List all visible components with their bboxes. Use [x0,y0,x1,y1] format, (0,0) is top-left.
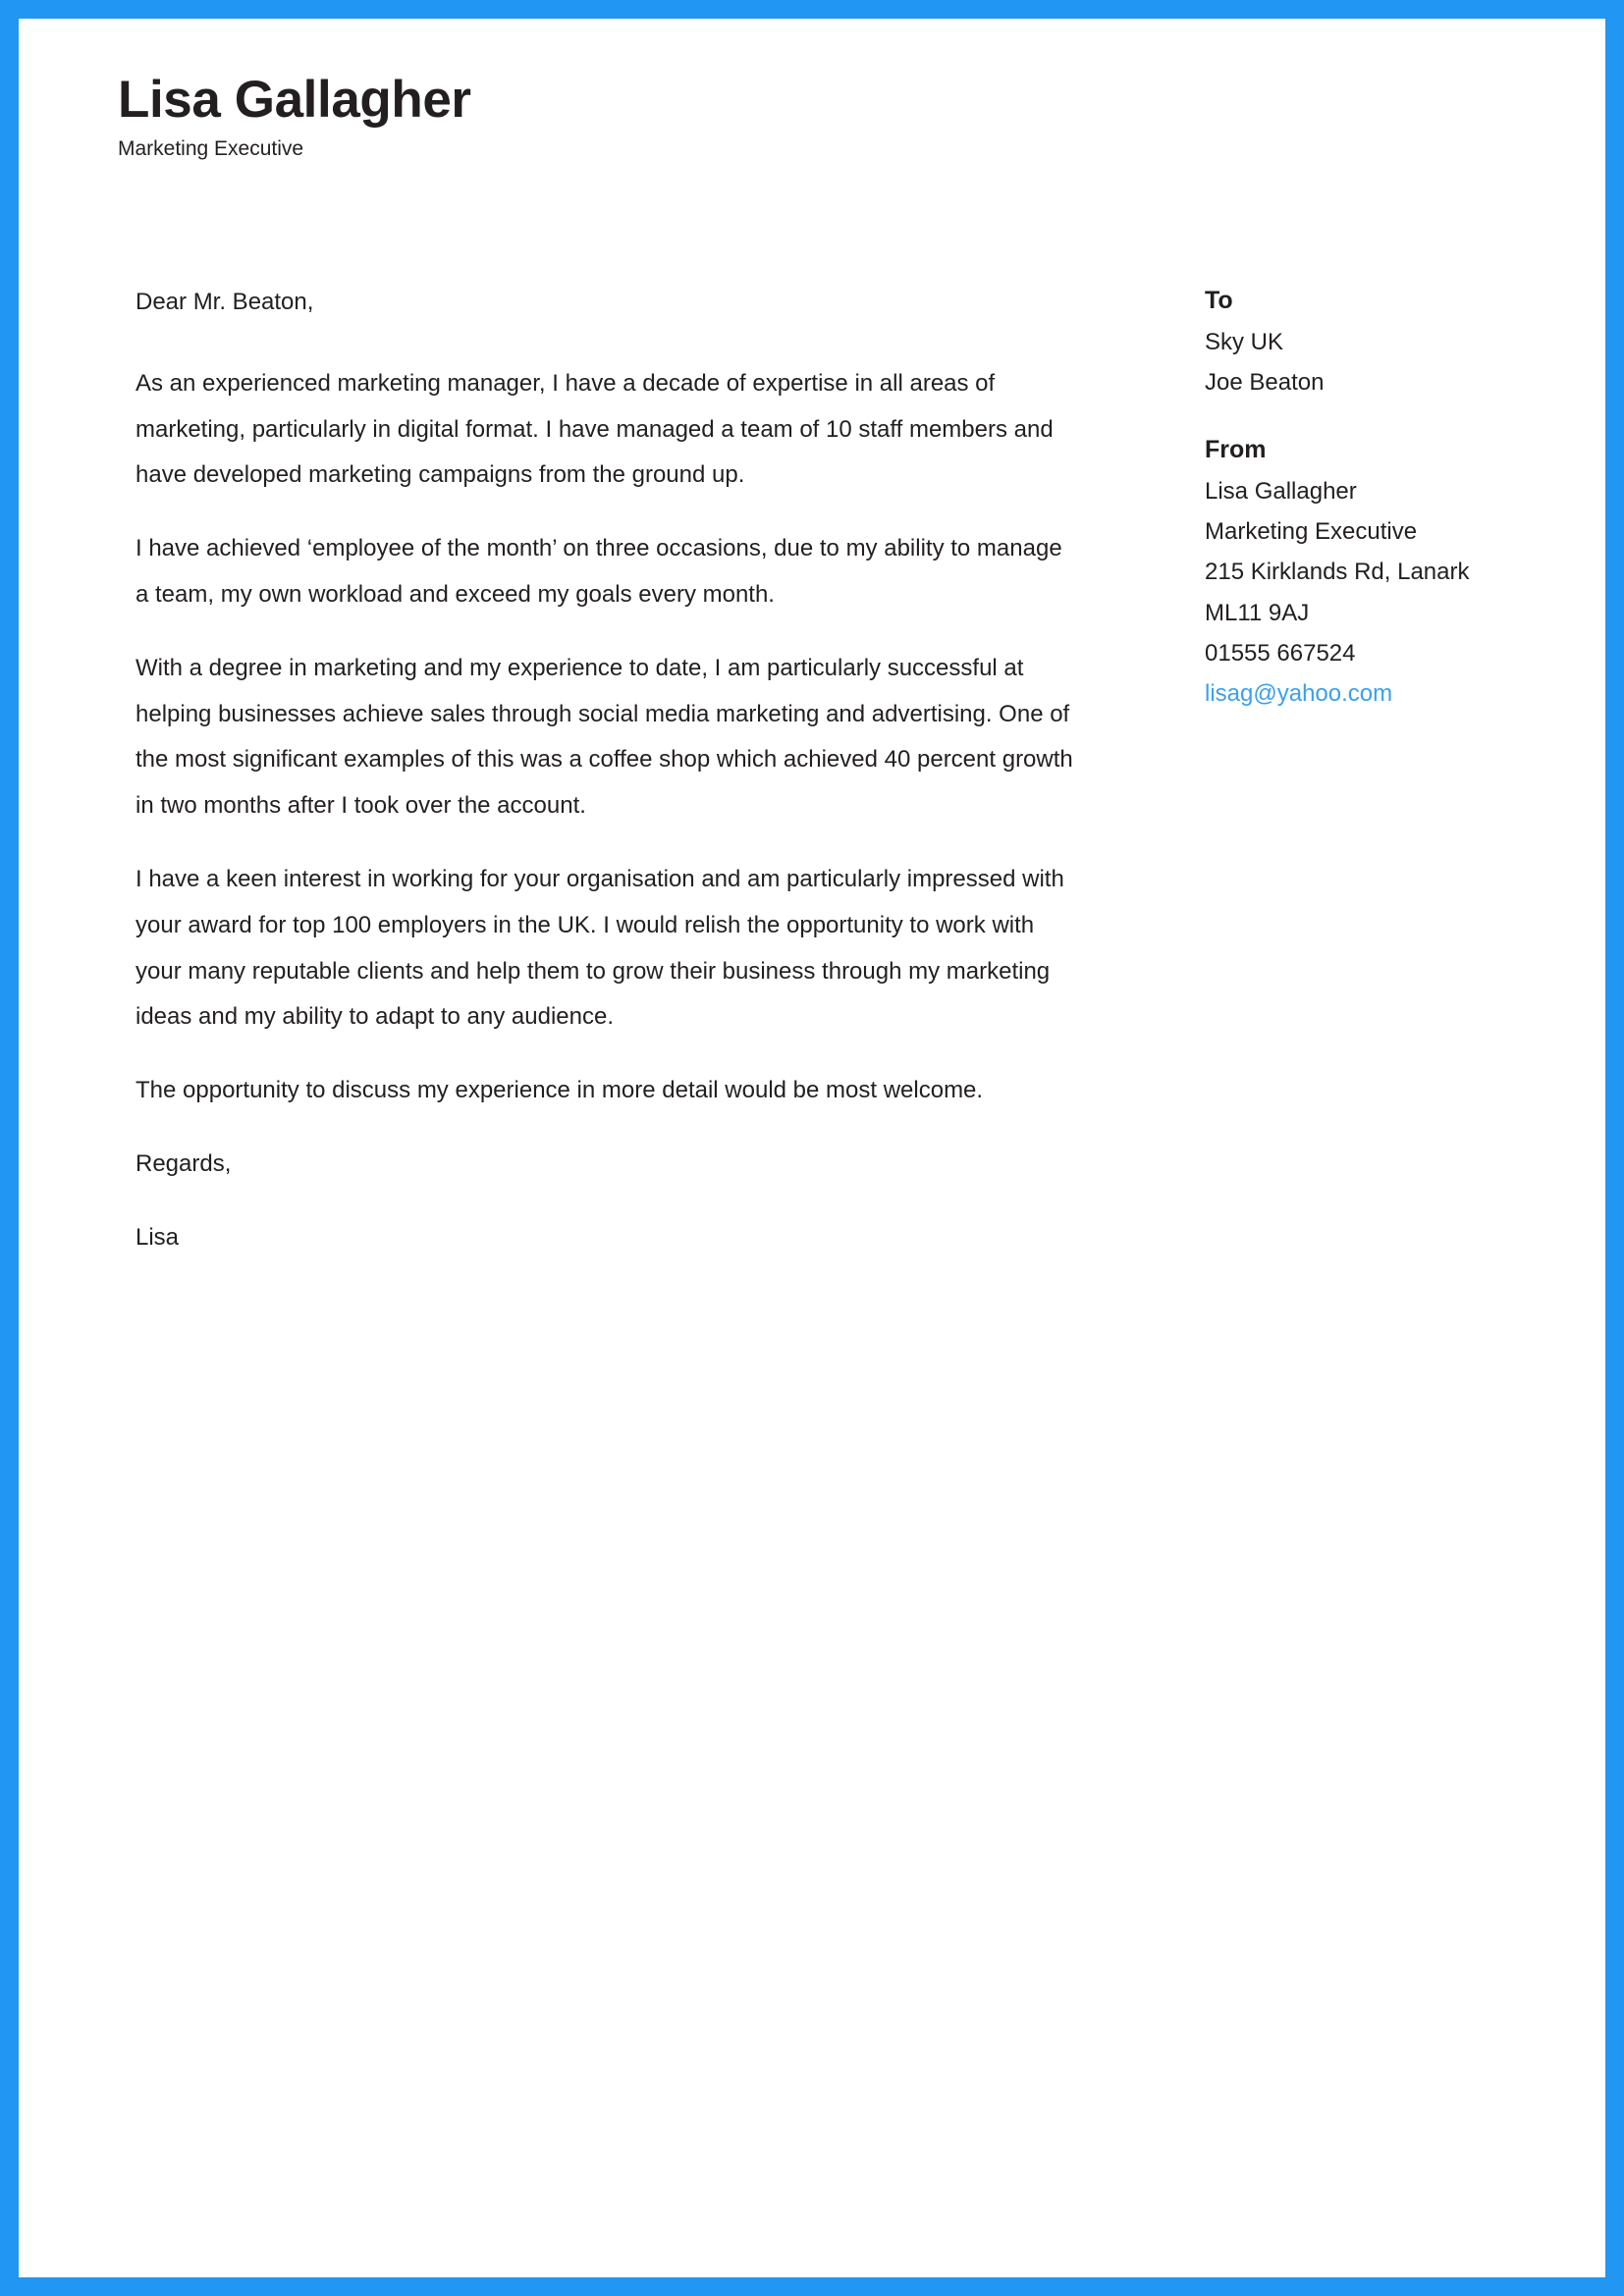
recipient-heading: To [1205,287,1233,314]
body-paragraph: I have a keen interest in working for your organisation and am particularly impressed with your award for top 100 employers in the UK. I would relish the opportunity to work with your many reputable clients and help them to grow their business through my marketing ideas and my ability to adapt to any audience. [135,865,1064,1031]
letter-body [135,286,1073,1261]
sender-job-title: Marketing Executive [1205,517,1418,545]
page-title: Lisa Gallagher [118,71,471,129]
recipient-contact-name: Joe Beaton [1205,369,1325,397]
sender-phone: 01555 667524 [1205,639,1356,667]
letter-header [118,73,1100,161]
sender-name: Lisa Gallagher [1205,477,1357,505]
recipient-block [1205,286,1568,398]
sender-block [1205,435,1568,709]
recipient-company: Sky UK [1205,329,1284,355]
letter-meta-column [1205,286,1568,709]
sender-postcode: ML11 9AJ [1205,599,1310,626]
letter-signoff: Regards, [135,1149,232,1177]
sender-email-link[interactable]: lisag@yahoo.com [1205,680,1393,708]
body-paragraph: The opportunity to discuss my experience in more detail would be most welcome. [135,1077,984,1104]
salutation: Dear Mr. Beaton, [135,289,314,315]
sender-heading: From [1205,435,1267,463]
sender-address-line: 215 Kirklands Rd, Lanark [1205,559,1470,586]
body-paragraph: With a degree in marketing and my experience to date, I am particularly successful at helping businesses achieve sales through social media marketing and advertising. One of the most significant examples of this was a coffee shop which achieved 40 percent growth in two months after I took over the account. [135,654,1073,820]
letter-page [19,19,1605,2277]
body-paragraph: I have achieved ‘employee of the month’ on three occasions, due to my ability to manage a team, my own workload and exceed my goals every month. [135,535,1062,608]
header-job-title: Marketing Executive [118,136,304,160]
body-paragraph: As an experienced marketing manager, I have a decade of expertise in all areas of marketing, particularly in digital format. I have managed a team of 10 staff members and have developed marketing campaigns from the ground up. [135,369,1054,489]
letter-signature: Lisa [135,1223,180,1251]
